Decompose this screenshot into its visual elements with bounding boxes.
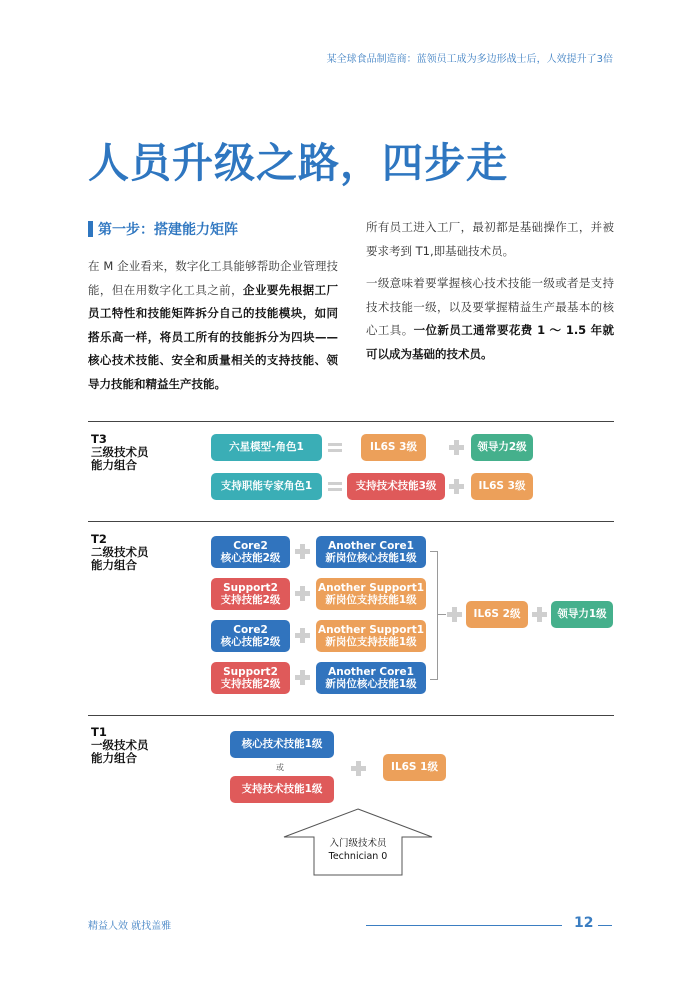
- skill-box-t2-another-support-b: [316, 620, 426, 652]
- entry-level-cn: 入门级技术员: [329, 838, 387, 849]
- skill-box-t3-support-expert: [211, 473, 322, 500]
- skill-box-t2-another-core-b: [316, 662, 426, 694]
- skill-box-line2: 支持技能2级: [220, 594, 281, 606]
- skill-box-t1-support: [230, 776, 334, 803]
- skill-box-line1: Support2: [223, 581, 278, 594]
- skill-box-t3-support-skill: [347, 473, 445, 500]
- bracket-connector: [438, 614, 446, 615]
- skill-box-label: 支持技术技能1级: [241, 783, 323, 796]
- footer-brand: 精益人效 就找盖雅: [88, 921, 172, 932]
- right-paragraph-1: 所有员工进入工厂，最初都是基础操作工，并被要求考到 T1,即基础技术员。: [366, 220, 614, 258]
- skill-box-label: 支持职能专家角色1: [220, 480, 313, 493]
- skill-box-t3-lead: [471, 434, 533, 461]
- right-paragraph-2-text: 一级意味着要掌握核心技术技能一级或者是支持技术技能一级，以及要掌握精益生产最基本的核心工具。: [366, 276, 614, 337]
- tier-t2-name: 二级技术员: [91, 545, 149, 559]
- left-paragraph: [88, 255, 338, 396]
- skill-box-t1-core: [230, 731, 334, 758]
- divider-t3: [88, 421, 614, 422]
- skill-box-line1: Core2: [233, 539, 268, 552]
- skill-box-t2-core2-b: [211, 620, 290, 652]
- skill-box-line1: Support2: [223, 665, 278, 678]
- plus-icon: [449, 479, 464, 494]
- right-paragraph-2-bold: 一位新员工通常要花费 1 ～ 1.5 年就可以成为基础的技术员。: [366, 323, 614, 361]
- skill-box-t2-support2-b: [211, 662, 290, 694]
- plus-icon: [449, 440, 464, 455]
- tier-t1-label: [91, 726, 149, 765]
- group-bracket: [430, 551, 438, 680]
- tier-t3-label: [91, 433, 149, 472]
- skill-box-line1: Another Core1: [328, 539, 414, 552]
- equals-icon: [328, 481, 342, 492]
- skill-box-line2: 新岗位核心技能1级: [325, 678, 417, 690]
- skill-box-t2-support2: [211, 578, 290, 610]
- step-title: 第一步：搭建能力矩阵: [98, 222, 238, 238]
- skill-box-t2-core2: [211, 536, 290, 568]
- tier-t1-code: T1: [91, 725, 107, 739]
- entry-level-label: [314, 837, 402, 863]
- divider-t1: [88, 715, 614, 716]
- skill-box-label: IL6S 2级: [473, 608, 521, 621]
- divider-t2: [88, 521, 614, 522]
- skill-box-line1: Core2: [233, 623, 268, 636]
- skill-box-line1: Another Support1: [317, 623, 425, 636]
- skill-box-label: 领导力1级: [557, 608, 607, 621]
- tier-t3-name: 三级技术员: [91, 445, 149, 459]
- skill-box-label: IL6S 3级: [370, 441, 417, 454]
- skill-box-t3-il6s: [361, 434, 426, 461]
- page-number: 12: [574, 915, 594, 931]
- tier-t3-sub: 能力组合: [91, 458, 137, 472]
- skill-box-t2-lead: [551, 601, 613, 628]
- skill-box-t1-il6s: [383, 754, 446, 781]
- skill-box-label: IL6S 1级: [391, 761, 438, 774]
- skill-box-label: 六星模型-角色1: [229, 441, 304, 454]
- footer-rule: [366, 925, 562, 926]
- tier-t1-sub: 能力组合: [91, 751, 137, 765]
- page-title: 人员升级之路，四步走: [88, 139, 508, 187]
- plus-icon: [295, 670, 310, 685]
- tier-t3-code: T3: [91, 432, 107, 446]
- entry-level-en: Technician 0: [328, 851, 388, 862]
- skill-box-label: 领导力2级: [477, 441, 527, 454]
- right-paragraph-2: [366, 272, 614, 366]
- footer-dash: [598, 925, 612, 926]
- equals-icon: [328, 442, 342, 453]
- tier-t2-sub: 能力组合: [91, 558, 137, 572]
- skill-box-t2-il6s: [466, 601, 528, 628]
- skill-box-line2: 核心技能2级: [220, 636, 281, 648]
- plus-icon: [351, 761, 366, 776]
- skill-box-t3-role1: [211, 434, 322, 461]
- skill-box-line2: 新岗位支持技能1级: [325, 636, 417, 648]
- left-paragraph-bold: 企业要先根据工厂员工特性和技能矩阵拆分自己的技能模块，如同搭乐高一样，将员工所有的技能拆分为四块——核心技术技能、安全和质量相关的支持技能、领导力技能和精益生产技能。: [88, 282, 339, 391]
- skill-box-line1: Another Core1: [328, 665, 414, 678]
- tier-t2-label: [91, 533, 149, 572]
- or-label: 或: [276, 763, 284, 772]
- plus-icon: [295, 544, 310, 559]
- skill-box-label: 核心技术技能1级: [241, 738, 323, 751]
- skill-box-line2: 核心技能2级: [220, 552, 281, 564]
- plus-icon: [295, 586, 310, 601]
- left-paragraph-text: 在 M 企业看来，数字化工具能够帮助企业管理技能，但在用数字化工具之前，: [88, 259, 338, 297]
- skill-box-line2: 新岗位支持技能1级: [325, 594, 417, 606]
- skill-box-line1: Another Support1: [317, 581, 425, 594]
- step-accent-bar: [88, 221, 93, 237]
- skill-box-line2: 新岗位核心技能1级: [325, 552, 417, 564]
- skill-box-t2-another-core: [316, 536, 426, 568]
- skill-box-t2-another-support: [316, 578, 426, 610]
- header-note: 某全球食品制造商：蓝领员工成为多边形战士后，人效提升了3倍: [326, 54, 613, 65]
- plus-icon: [295, 628, 310, 643]
- skill-box-line2: 支持技能2级: [220, 678, 281, 690]
- plus-icon: [447, 607, 462, 622]
- skill-box-t3-il6s-2: [471, 473, 533, 500]
- skill-box-label: IL6S 3级: [478, 480, 526, 493]
- tier-t2-code: T2: [91, 532, 107, 546]
- tier-t1-name: 一级技术员: [91, 738, 149, 752]
- plus-icon: [532, 607, 547, 622]
- skill-box-label: 支持技术技能3级: [355, 480, 437, 493]
